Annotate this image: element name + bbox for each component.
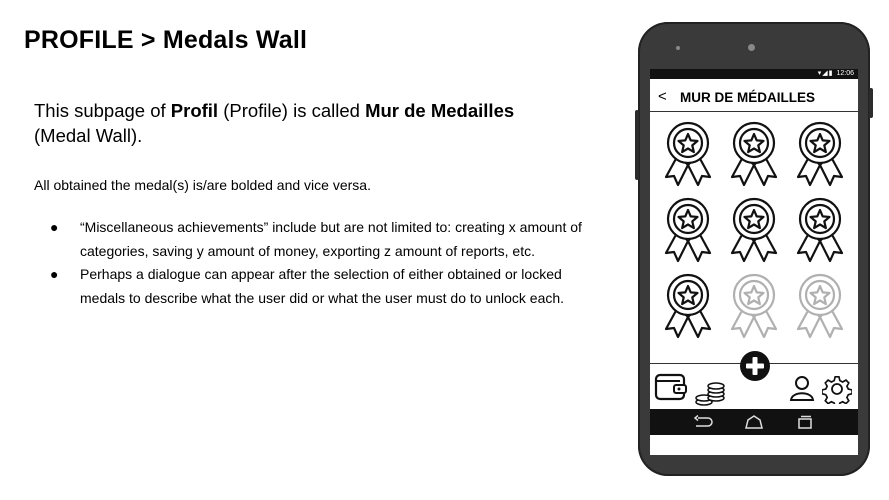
- intro-bold-profil: Profil: [170, 100, 219, 121]
- phone-mockup: [638, 22, 870, 476]
- app-bar: [650, 87, 858, 112]
- page-title: PROFILE > Medals Wall: [24, 26, 308, 54]
- bullet-text: Perhaps a dialogue can appear after the selection of either obtained or locked medals to describe what the user did or what the user must do to unlock each.: [80, 266, 565, 306]
- medal-grid: [654, 119, 854, 349]
- bullet-list: [50, 216, 610, 310]
- bullet-item: [50, 216, 610, 263]
- bold-note: All obtained the medal(s) is/are bolded and vice versa.: [34, 177, 371, 193]
- profile-icon[interactable]: [788, 374, 816, 402]
- bullet-text: “Miscellaneous achievements” include but are not limited to: creating x amount of categories, saving y amount of money, exporting z amount of reports, etc.: [80, 219, 582, 259]
- medal-icon: [790, 195, 850, 267]
- status-bar: [650, 69, 858, 79]
- wallet-icon[interactable]: [654, 372, 688, 402]
- home-icon[interactable]: [744, 414, 764, 430]
- phone-side-button: [869, 88, 873, 118]
- status-time: 12:06: [836, 70, 854, 77]
- medal-obtained[interactable]: [658, 119, 718, 191]
- intro-paragraph: [34, 98, 554, 148]
- medal-locked[interactable]: [724, 271, 784, 343]
- medal-icon: [790, 271, 850, 343]
- camera-icon: [748, 44, 755, 51]
- medal-obtained[interactable]: [724, 119, 784, 191]
- settings-icon[interactable]: [822, 374, 852, 404]
- medal-icon: [658, 195, 718, 267]
- intro-text-2: (Profile) is called: [218, 100, 366, 121]
- medal-obtained[interactable]: [658, 195, 718, 267]
- add-icon: [740, 351, 770, 381]
- phone-screen: [650, 69, 858, 455]
- system-nav-bar: [650, 409, 858, 435]
- bullet-dot: ●: [50, 266, 59, 282]
- back-arrow-icon[interactable]: [692, 415, 714, 429]
- medal-icon: [658, 119, 718, 191]
- medal-locked[interactable]: [790, 271, 850, 343]
- screen-title: MUR DE MÉDAILLES: [680, 90, 815, 105]
- medal-icon: [724, 119, 784, 191]
- intro-text-3: (Medal Wall).: [34, 125, 143, 146]
- intro-text-1: This subpage of: [34, 100, 171, 121]
- back-button[interactable]: <: [658, 88, 667, 105]
- bullet-dot: ●: [50, 219, 59, 235]
- medal-obtained[interactable]: [724, 195, 784, 267]
- signal-battery-icon: ▾◢▮: [817, 70, 834, 77]
- recent-apps-icon[interactable]: [796, 414, 814, 430]
- add-button[interactable]: [740, 351, 770, 381]
- medal-icon: [724, 195, 784, 267]
- medal-icon: [658, 271, 718, 343]
- bullet-item: [50, 263, 610, 310]
- medal-obtained[interactable]: [790, 119, 850, 191]
- medal-icon: [724, 271, 784, 343]
- speaker-dot: [676, 46, 680, 50]
- medal-obtained[interactable]: [658, 271, 718, 343]
- intro-bold-mur: Mur de Medailles: [365, 100, 515, 121]
- medal-icon: [790, 119, 850, 191]
- medal-obtained[interactable]: [790, 195, 850, 267]
- coins-icon[interactable]: [694, 378, 728, 406]
- phone-side-button: [635, 110, 639, 180]
